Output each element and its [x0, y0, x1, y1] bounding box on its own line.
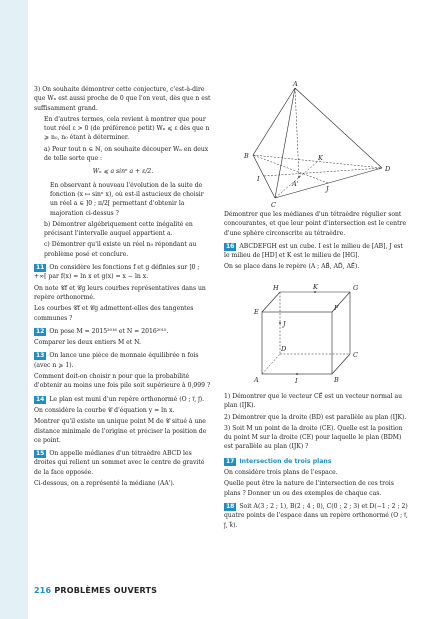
cube-figure [240, 282, 380, 384]
exercise-11-p2: On note 𝒞f et 𝒞g leurs courbes représentatives dans un repère orthonormé. [34, 284, 206, 301]
exercise-15 [34, 449, 212, 477]
exercise-15-text: On appelle médianes d'un tétraèdre ABCD les droites qui relient un sommet avec le centre de gravité de la face opposée. [34, 450, 205, 476]
cube-label-f: F [334, 304, 339, 312]
tetra-label-i: I [257, 175, 260, 183]
cube-label-i: I [295, 377, 298, 384]
exercise-14 [34, 395, 212, 404]
exercise-16 [224, 242, 410, 261]
exercise-number: 15 [36, 450, 45, 458]
tetra-point-ap [298, 176, 300, 178]
cube-point-j [279, 322, 281, 324]
item-a: a) Pour tout n ∈ ℕ, on souhaite découper Wₙ en deux de telle sorte que : [44, 145, 209, 163]
question-3-para: En d'autres termes, cela revient à montrer que pour tout réel ε > 0 (de préférence petit) Wₙ ⩽ ε dès que n ⩾ n₀, n₀ étant à déterminer. [44, 115, 210, 142]
cube-label-j: J [283, 320, 286, 328]
cube-point-k [314, 291, 316, 293]
chapter-title: PROBLÈMES OUVERTS [54, 586, 158, 595]
exercise-15-p2: Ci-dessous, on a représenté la médiane (AA'). [34, 479, 175, 487]
right-column-upper [224, 210, 410, 274]
exercise-17-p2: Quelle peut être la nature de l'intersection de ces trois plans ? Donner un ou des exemples de chaque cas. [224, 480, 394, 497]
cube-label-c: C [353, 351, 358, 359]
exercise-13 [34, 351, 212, 370]
item-a-continued: En observant à nouveau l'évolution de la suite de fonction (x ↦ sinⁿ x), où est-il astucieux de choisir un réel a ∈ ]0 ; π/2[ permettant d'obtenir la majoration ci-dessus ? [50, 181, 204, 217]
exercise-number: 12 [36, 327, 45, 335]
exercise-18-text: Soit A(3 ; 2 ; 1), B(2 ; 4 ; 0), C(0 ; 2 ; 3) et D(−1 ; 2 ; 2) quatre points de l'espace dans un repère orthonormé (O ; i⃗, j⃗, k⃗). [224, 502, 408, 529]
page-margin-band [0, 0, 28, 619]
exercise-11 [34, 263, 212, 282]
exercise-11-p3: Les courbes 𝒞f et 𝒞g admettent-elles des tangentes communes ? [34, 305, 194, 322]
tetra-label-k: K [318, 154, 323, 162]
exercise-12-p2: Comparer les deux entiers M et N. [34, 339, 141, 347]
tetra-statement: Démontrer que les médianes d'un tétraèdre régulier sont concourantes, et que leur point d'intersection est le centre d'une sphère circonscrite au tétraèdre. [224, 211, 407, 237]
tetra-label-d: D [385, 165, 391, 173]
exercise-12 [34, 327, 212, 336]
exercise-16-text: ABCDEFGH est un cube. I est le milieu de [AB], J est le milieu de [HD] et K est le milieu de [HG]. [224, 242, 403, 260]
page-footer [34, 586, 157, 595]
exercise-number: 13 [36, 352, 45, 360]
exercise-18 [224, 502, 410, 530]
item-b: b) Démontrer algébriquement cette inégalité en précisant l'intervalle auquel appartient a. [44, 220, 193, 238]
page-number: 216 [34, 586, 52, 595]
exercise-16-p2: On se place dans le repère (A ; AB⃗, AD⃗, AE⃗). [224, 263, 360, 271]
tetra-label-j: J [326, 185, 329, 193]
right-column-lower [224, 392, 410, 532]
cube-label-g: G [353, 284, 359, 292]
question-3-cube: 3) Soit M un point de la droite (CE). Quelle est la position du point M sur la droite (CE) pour laquelle le plan (BDM) est parallèle au plan (IJK) ? [224, 424, 403, 451]
tetra-label-c: C [271, 201, 276, 209]
tetra-label-a: A [293, 80, 298, 88]
exercise-17-title: Intersection de trois plans [239, 457, 332, 465]
cube-label-k: K [313, 283, 318, 291]
exercise-number: 11 [36, 264, 45, 272]
formula: Wₙ ⩽ a sinⁿ a + ε/2. [92, 168, 154, 176]
exercise-14-p2: On considère la courbe 𝒞 d'équation y = ln x. [34, 406, 175, 414]
exercise-number: 17 [226, 457, 235, 465]
exercise-13-p2: Comment doit-on choisir n pour que la probabilité d'obtenir au moins une fois pile soit supérieure à 0,999 ? [34, 373, 211, 390]
exercise-14-text: Le plan est muni d'un repère orthonormé (O ; i⃗, j⃗). [49, 395, 205, 403]
exercise-14-p3: Montrer qu'il existe un unique point M de 𝒞 situé à une distance minimale de l'origine et préciser la position de ce point. [34, 418, 207, 444]
cube-label-a: A [254, 376, 259, 384]
cube-label-b: B [334, 376, 339, 384]
tetra-label-b: B [244, 152, 249, 160]
item-c: c) Démontrer qu'il existe un réel n₀ répondant au problème posé et conclure. [44, 241, 197, 258]
exercise-11-text: On considère les fonctions f et g définies sur ]0 ; +∞[ par f(x) = ln x et g(x) = x − ln x. [34, 264, 200, 281]
left-column [34, 85, 212, 490]
cube-label-e: E [254, 308, 259, 316]
exercise-12-text: On pose M = 2015²⁰¹⁶ et N = 2016²⁰¹⁵. [49, 327, 169, 335]
question-1: 1) Démontrer que le vecteur CE⃗ est un vecteur normal au plan (IJK). [224, 393, 403, 410]
exercise-17 [224, 457, 410, 466]
cube-label-d: D [281, 345, 287, 353]
tetrahedron-figure [222, 80, 412, 210]
cube-point-i [296, 373, 298, 375]
exercise-17-p1: On considère trois plans de l'espace. [224, 469, 338, 477]
cube-label-h: H [273, 284, 279, 292]
question-3: 3) On souhaite démontrer cette conjecture, c'est-à-dire que Wₙ est aussi proche de 0 que l'on veut, dès que n est suffisamment grand. [34, 86, 211, 112]
tetra-label-ap: A' [292, 180, 299, 188]
exercise-13-text: On lance une pièce de monnaie équilibrée n fois (avec n ⩾ 1). [34, 352, 199, 369]
question-2: 2) Démontrer que la droite (BD) est parallèle au plan (IJK). [224, 413, 407, 421]
exercise-number: 16 [226, 242, 235, 250]
exercise-number: 14 [36, 395, 45, 403]
exercise-number: 18 [226, 502, 235, 510]
